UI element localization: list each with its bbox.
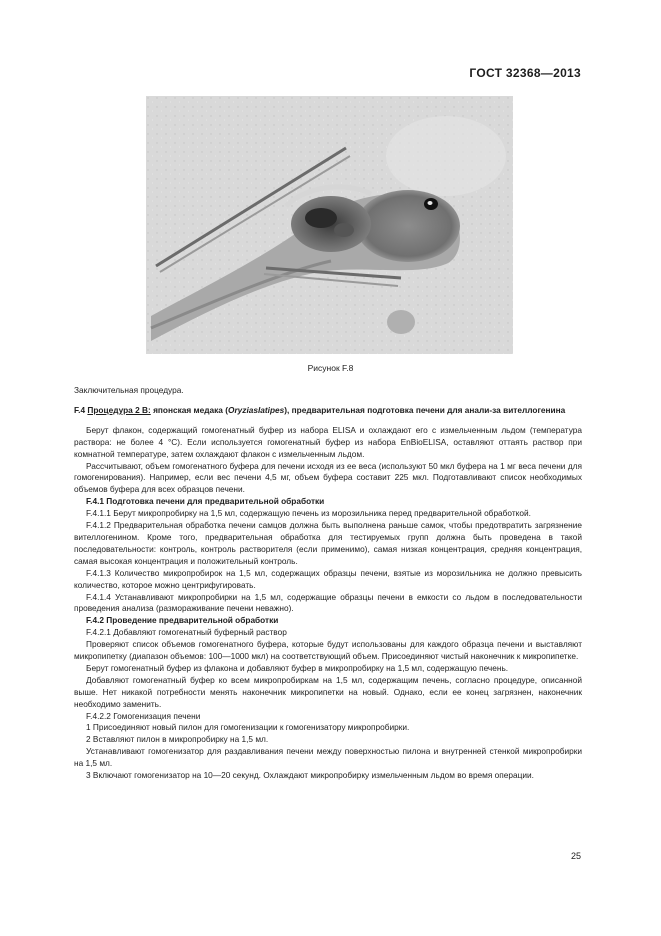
clause-f421: F.4.2.1 Добавляют гомогенатный буферный раствор xyxy=(86,627,287,638)
paragraph: Устанавливают гомогенизатор для раздавливания печени между поверхностью пилона и внутренней стенкой микропробирки на 1,5 мл. xyxy=(74,746,582,769)
section-number: F.4 xyxy=(74,404,86,415)
subsection-heading-f41: F.4.1 Подготовка печени для предварительной обработки xyxy=(86,496,325,507)
section-title-part: японская медака ( xyxy=(153,404,228,415)
figure-caption: Рисунок F.8 xyxy=(307,363,354,373)
paragraph: Добавляют гомогенатный буфер ко всем микропробиркам на 1,5 мл, содержащим печень, согласно процедуре, описанной выше. Нет никакой потребности менять наконечник микропипетки на новый. Однако, если ее конец загрязнен, наконечник необходимо заменить. xyxy=(74,674,582,709)
species-name: Oryziaslatipes xyxy=(228,404,285,415)
standard-code: ГОСТ 32368—2013 xyxy=(469,66,581,80)
paragraph: Рассчитывают, объем гомогенатного буфера для печени исходя из ее веса (используют 50 мкл буфера на 1 мг веса печени для гомогенирования). Например, если вес печени 4,5 мг, объем буфера составит 225 мкл. Подготавливают список необходимых объемов буфера для всех образцов печени. xyxy=(74,460,582,495)
paragraph: Проверяют список объемов гомогенатного буфера, которые будут использованы для каждого образца печени и выставляют микропипетку (диапазон объемов: 100—1000 мкл) на соответствующий объем. Присоединяют чистый наконечник к микропипетке. xyxy=(74,639,582,662)
step-2: 2 Вставляют пилон в микропробирку на 1,5 мл. xyxy=(86,734,269,745)
section-heading-f4 xyxy=(74,405,582,417)
clause-f411: F.4.1.1 Берут микропробирку на 1,5 мл, содержащую печень из морозильника перед предварительной обработкой. xyxy=(86,508,531,519)
section-title-part: ), предварительная подготовка печени для анали-за вителлогенина xyxy=(284,404,566,415)
clause-f412: F.4.1.2 Предварительная обработка печени самцов должна быть выполнена раньше самок, чтобы предотвратить загрязнение вителлогенином. Кроме того, предварительная обработка для тестируемых групп должна быть проведена в такой последовательности: контроль, контроль растворителя (если применимо), самая низкая концентрация, средняя концентрация, самая высокая концентрация и положительный контроль. xyxy=(74,520,582,566)
page-number: 25 xyxy=(570,851,581,861)
step-3: 3 Включают гомогенизатор на 10—20 секунд. Охлаждают микропробирку измельченным льдом во время операции. xyxy=(86,770,534,781)
document-body xyxy=(74,385,582,782)
procedure-label: Процедура 2 В: xyxy=(87,404,151,415)
clause-f414: F.4.1.4 Устанавливают микропробирки на 1,5 мл, содержащие образцы печени в емкости со льдом в последовательности проведения анализа (размораживание печени неважно). xyxy=(74,591,582,614)
figure-photo xyxy=(146,96,513,354)
subsection-heading-f42: F.4.2 Проведение предварительной обработки xyxy=(86,615,279,626)
paragraph: Берут гомогенатный буфер из флакона и добавляют буфер в микропробирку на 1,5 мл, содержащую печень. xyxy=(86,662,509,673)
clause-f422: F.4.2.2 Гомогенизация печени xyxy=(86,710,201,721)
step-1: 1 Присоединяют новый пилон для гомогенизации к гомогенизатору микропробирки. xyxy=(86,722,410,733)
paragraph: Заключительная процедура. xyxy=(74,385,184,395)
paragraph: Берут флакон, содержащий гомогенатный буфер из набора ELISA и охлаждают его с измельченным льдом (температура раствора: не более 4 °С). Если используется гомогенатный буфер из набора EnBioELISA, оставляют оттаять раствор при комнатной температуре, затем охлаждают флакон с измельченным льдом. xyxy=(74,424,582,459)
clause-f413: F.4.1.3 Количество микропробирок на 1,5 мл, содержащих образцы печени, взятые из морозильника не должно превысить количество, которое можно центрифугировать. xyxy=(74,567,582,590)
